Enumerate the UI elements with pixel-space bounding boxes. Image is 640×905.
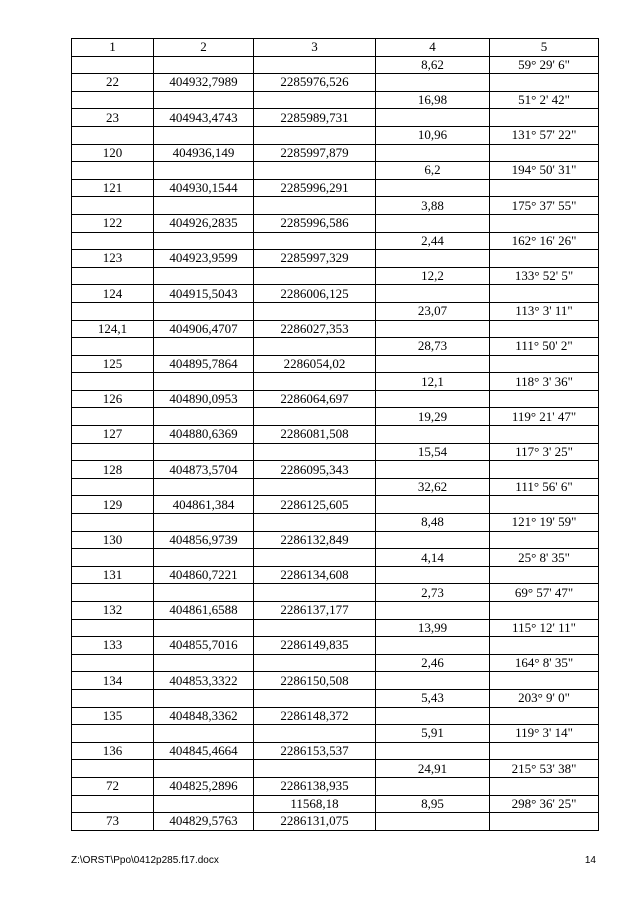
cell-x-coordinate <box>154 56 254 74</box>
cell-y-coordinate <box>254 443 376 461</box>
cell-x-coordinate <box>154 619 254 637</box>
cell-distance <box>376 777 490 795</box>
cell-point-number <box>72 338 154 356</box>
cell-point-number: 72 <box>72 777 154 795</box>
cell-y-coordinate <box>254 56 376 74</box>
cell-y-coordinate <box>254 619 376 637</box>
cell-x-coordinate: 404855,7016 <box>154 637 254 655</box>
cell-y-coordinate: 2286149,835 <box>254 637 376 655</box>
table-row <box>72 725 599 743</box>
cell-distance: 16,98 <box>376 91 490 109</box>
table-row <box>72 74 599 92</box>
table-row <box>72 689 599 707</box>
cell-y-coordinate <box>254 197 376 215</box>
table-row <box>72 197 599 215</box>
cell-point-number <box>72 760 154 778</box>
cell-y-coordinate: 2286095,343 <box>254 461 376 479</box>
cell-y-coordinate <box>254 126 376 144</box>
cell-bearing: 203° 9' 0" <box>490 689 599 707</box>
cell-point-number: 132 <box>72 602 154 620</box>
table-row <box>72 109 599 127</box>
cell-distance: 8,48 <box>376 514 490 532</box>
cell-bearing: 164° 8' 35" <box>490 654 599 672</box>
cell-point-number <box>72 725 154 743</box>
table-row <box>72 250 599 268</box>
cell-distance: 13,99 <box>376 619 490 637</box>
cell-x-coordinate: 404848,3362 <box>154 707 254 725</box>
cell-x-coordinate <box>154 443 254 461</box>
cell-x-coordinate <box>154 338 254 356</box>
table-row <box>72 267 599 285</box>
cell-x-coordinate <box>154 91 254 109</box>
cell-point-number: 125 <box>72 355 154 373</box>
cell-point-number <box>72 408 154 426</box>
cell-bearing: 119° 21' 47" <box>490 408 599 426</box>
cell-y-coordinate: 2285996,291 <box>254 179 376 197</box>
cell-distance: 24,91 <box>376 760 490 778</box>
footer-page-number: 14 <box>584 855 596 866</box>
cell-y-coordinate <box>254 373 376 391</box>
cell-x-coordinate: 404861,384 <box>154 496 254 514</box>
cell-bearing: 131° 57' 22" <box>490 126 599 144</box>
cell-y-coordinate <box>254 408 376 426</box>
cell-point-number <box>72 619 154 637</box>
cell-x-coordinate: 404829,5763 <box>154 813 254 831</box>
table-row <box>72 602 599 620</box>
cell-x-coordinate <box>154 302 254 320</box>
cell-y-coordinate: 2285989,731 <box>254 109 376 127</box>
cell-distance: 19,29 <box>376 408 490 426</box>
cell-distance: 15,54 <box>376 443 490 461</box>
table-row <box>72 56 599 74</box>
table-row <box>72 355 599 373</box>
cell-distance: 5,43 <box>376 689 490 707</box>
cell-y-coordinate <box>254 689 376 707</box>
cell-point-number: 23 <box>72 109 154 127</box>
table-row <box>72 373 599 391</box>
table-row <box>72 179 599 197</box>
cell-y-coordinate: 2285997,879 <box>254 144 376 162</box>
cell-distance: 2,44 <box>376 232 490 250</box>
cell-distance <box>376 144 490 162</box>
table-row <box>72 320 599 338</box>
cell-distance: 2,73 <box>376 584 490 602</box>
cell-y-coordinate: 2286138,935 <box>254 777 376 795</box>
cell-point-number: 131 <box>72 566 154 584</box>
table-row <box>72 496 599 514</box>
cell-x-coordinate <box>154 725 254 743</box>
cell-y-coordinate: 2286131,075 <box>254 813 376 831</box>
cell-bearing: 133° 52' 5" <box>490 267 599 285</box>
cell-y-coordinate: 2286027,353 <box>254 320 376 338</box>
table-row <box>72 232 599 250</box>
cell-point-number: 135 <box>72 707 154 725</box>
table-row <box>72 760 599 778</box>
header-col-1: 1 <box>72 39 154 57</box>
cell-point-number <box>72 267 154 285</box>
table-row <box>72 654 599 672</box>
cell-y-coordinate <box>254 584 376 602</box>
cell-point-number: 136 <box>72 742 154 760</box>
cell-x-coordinate <box>154 795 254 813</box>
cell-bearing <box>490 214 599 232</box>
cell-x-coordinate: 404926,2835 <box>154 214 254 232</box>
cell-bearing <box>490 602 599 620</box>
cell-point-number: 120 <box>72 144 154 162</box>
cell-distance <box>376 320 490 338</box>
cell-distance: 12,2 <box>376 267 490 285</box>
cell-distance <box>376 813 490 831</box>
table-row <box>72 742 599 760</box>
table-row <box>72 514 599 532</box>
cell-point-number <box>72 373 154 391</box>
cell-bearing: 69° 57' 47" <box>490 584 599 602</box>
cell-distance <box>376 214 490 232</box>
cell-bearing <box>490 390 599 408</box>
cell-bearing: 115° 12' 11" <box>490 619 599 637</box>
cell-bearing: 215° 53' 38" <box>490 760 599 778</box>
table-row <box>72 777 599 795</box>
cell-x-coordinate <box>154 514 254 532</box>
cell-x-coordinate: 404880,6369 <box>154 426 254 444</box>
table-row <box>72 91 599 109</box>
cell-bearing <box>490 144 599 162</box>
cell-x-coordinate: 404853,3322 <box>154 672 254 690</box>
cell-x-coordinate: 404825,2896 <box>154 777 254 795</box>
cell-distance <box>376 566 490 584</box>
cell-x-coordinate <box>154 232 254 250</box>
cell-point-number: 123 <box>72 250 154 268</box>
cell-distance: 5,91 <box>376 725 490 743</box>
cell-x-coordinate <box>154 584 254 602</box>
header-col-2: 2 <box>154 39 254 57</box>
cell-x-coordinate: 404932,7989 <box>154 74 254 92</box>
cell-x-coordinate: 404890,0953 <box>154 390 254 408</box>
cell-distance <box>376 531 490 549</box>
cell-y-coordinate: 2286125,605 <box>254 496 376 514</box>
cell-point-number: 134 <box>72 672 154 690</box>
cell-y-coordinate: 2286148,372 <box>254 707 376 725</box>
table-row <box>72 584 599 602</box>
cell-y-coordinate: 2286064,697 <box>254 390 376 408</box>
table-row <box>72 214 599 232</box>
cell-x-coordinate <box>154 478 254 496</box>
cell-bearing <box>490 285 599 303</box>
table-row <box>72 549 599 567</box>
cell-distance: 12,1 <box>376 373 490 391</box>
cell-point-number <box>72 689 154 707</box>
cell-x-coordinate <box>154 126 254 144</box>
cell-distance <box>376 179 490 197</box>
cell-bearing: 25° 8' 35" <box>490 549 599 567</box>
table-row <box>72 795 599 813</box>
table-row <box>72 478 599 496</box>
cell-x-coordinate <box>154 654 254 672</box>
cell-bearing <box>490 707 599 725</box>
cell-distance: 28,73 <box>376 338 490 356</box>
table-row <box>72 813 599 831</box>
cell-x-coordinate: 404936,149 <box>154 144 254 162</box>
table-row <box>72 126 599 144</box>
cell-bearing <box>490 777 599 795</box>
cell-bearing: 118° 3' 36" <box>490 373 599 391</box>
cell-bearing <box>490 742 599 760</box>
cell-y-coordinate: 2285976,526 <box>254 74 376 92</box>
cell-y-coordinate <box>254 91 376 109</box>
cell-distance <box>376 742 490 760</box>
cell-point-number: 130 <box>72 531 154 549</box>
cell-distance: 32,62 <box>376 478 490 496</box>
cell-y-coordinate: 2286054,02 <box>254 355 376 373</box>
cell-bearing: 175° 37' 55" <box>490 197 599 215</box>
cell-point-number <box>72 795 154 813</box>
cell-point-number: 121 <box>72 179 154 197</box>
cell-bearing <box>490 672 599 690</box>
cell-bearing: 298° 36' 25" <box>490 795 599 813</box>
cell-distance <box>376 426 490 444</box>
cell-point-number: 73 <box>72 813 154 831</box>
cell-x-coordinate <box>154 408 254 426</box>
footer-file-path: Z:\ORST\Ppo\0412p285.f17.docx <box>71 855 219 866</box>
cell-x-coordinate: 404915,5043 <box>154 285 254 303</box>
cell-x-coordinate <box>154 373 254 391</box>
cell-y-coordinate <box>254 338 376 356</box>
cell-point-number <box>72 443 154 461</box>
cell-point-number: 22 <box>72 74 154 92</box>
cell-x-coordinate <box>154 162 254 180</box>
table-row <box>72 566 599 584</box>
cell-x-coordinate: 404860,7221 <box>154 566 254 584</box>
table-row <box>72 408 599 426</box>
coordinates-table <box>71 38 599 831</box>
cell-y-coordinate <box>254 654 376 672</box>
cell-bearing <box>490 566 599 584</box>
cell-y-coordinate: 2286150,508 <box>254 672 376 690</box>
cell-point-number <box>72 162 154 180</box>
cell-bearing: 117° 3' 25" <box>490 443 599 461</box>
cell-bearing <box>490 74 599 92</box>
cell-x-coordinate: 404895,7864 <box>154 355 254 373</box>
cell-point-number: 128 <box>72 461 154 479</box>
cell-point-number: 122 <box>72 214 154 232</box>
table-row <box>72 637 599 655</box>
cell-bearing: 111° 50' 2" <box>490 338 599 356</box>
cell-bearing: 119° 3' 14" <box>490 725 599 743</box>
cell-x-coordinate: 404943,4743 <box>154 109 254 127</box>
cell-point-number <box>72 478 154 496</box>
header-col-3: 3 <box>254 39 376 57</box>
cell-y-coordinate: 2286132,849 <box>254 531 376 549</box>
cell-bearing <box>490 813 599 831</box>
cell-x-coordinate: 404930,1544 <box>154 179 254 197</box>
cell-bearing: 111° 56' 6" <box>490 478 599 496</box>
cell-y-coordinate: 2286153,537 <box>254 742 376 760</box>
cell-y-coordinate <box>254 478 376 496</box>
table-row <box>72 162 599 180</box>
cell-distance: 6,2 <box>376 162 490 180</box>
cell-bearing: 51° 2' 42" <box>490 91 599 109</box>
cell-distance <box>376 355 490 373</box>
cell-distance <box>376 602 490 620</box>
cell-x-coordinate <box>154 549 254 567</box>
cell-point-number: 124 <box>72 285 154 303</box>
cell-x-coordinate: 404873,5704 <box>154 461 254 479</box>
cell-x-coordinate: 404906,4707 <box>154 320 254 338</box>
cell-distance: 8,95 <box>376 795 490 813</box>
cell-bearing <box>490 179 599 197</box>
cell-distance: 10,96 <box>376 126 490 144</box>
cell-distance: 4,14 <box>376 549 490 567</box>
table-row <box>72 338 599 356</box>
cell-x-coordinate: 404923,9599 <box>154 250 254 268</box>
cell-distance <box>376 672 490 690</box>
cell-distance <box>376 109 490 127</box>
cell-point-number <box>72 654 154 672</box>
cell-distance <box>376 707 490 725</box>
table-row <box>72 707 599 725</box>
cell-bearing <box>490 637 599 655</box>
cell-y-coordinate: 2286137,177 <box>254 602 376 620</box>
cell-point-number: 133 <box>72 637 154 655</box>
table-row <box>72 443 599 461</box>
cell-y-coordinate <box>254 549 376 567</box>
cell-x-coordinate <box>154 267 254 285</box>
cell-x-coordinate <box>154 760 254 778</box>
table-row <box>72 672 599 690</box>
cell-x-coordinate <box>154 689 254 707</box>
cell-bearing <box>490 250 599 268</box>
cell-point-number: 127 <box>72 426 154 444</box>
table-row <box>72 461 599 479</box>
cell-bearing: 194° 50' 31" <box>490 162 599 180</box>
cell-y-coordinate <box>254 760 376 778</box>
cell-bearing: 121° 19' 59" <box>490 514 599 532</box>
cell-bearing <box>490 355 599 373</box>
cell-distance: 2,46 <box>376 654 490 672</box>
header-col-5: 5 <box>490 39 599 57</box>
cell-point-number: 129 <box>72 496 154 514</box>
cell-y-coordinate: 11568,18 <box>254 795 376 813</box>
cell-y-coordinate <box>254 162 376 180</box>
cell-point-number: 124,1 <box>72 320 154 338</box>
table-row <box>72 426 599 444</box>
cell-point-number <box>72 584 154 602</box>
cell-y-coordinate: 2285996,586 <box>254 214 376 232</box>
cell-point-number <box>72 302 154 320</box>
cell-y-coordinate <box>254 514 376 532</box>
table-row <box>72 302 599 320</box>
cell-bearing <box>490 320 599 338</box>
table-body <box>72 56 599 830</box>
cell-bearing: 162° 16' 26" <box>490 232 599 250</box>
table-row <box>72 531 599 549</box>
cell-y-coordinate <box>254 267 376 285</box>
cell-point-number <box>72 514 154 532</box>
cell-distance: 8,62 <box>376 56 490 74</box>
cell-distance <box>376 637 490 655</box>
cell-distance <box>376 250 490 268</box>
cell-distance: 23,07 <box>376 302 490 320</box>
cell-y-coordinate <box>254 232 376 250</box>
cell-x-coordinate: 404856,9739 <box>154 531 254 549</box>
header-col-4: 4 <box>376 39 490 57</box>
table-row <box>72 144 599 162</box>
cell-distance <box>376 496 490 514</box>
cell-point-number: 126 <box>72 390 154 408</box>
cell-y-coordinate: 2286006,125 <box>254 285 376 303</box>
cell-y-coordinate <box>254 302 376 320</box>
cell-distance: 3,88 <box>376 197 490 215</box>
cell-point-number <box>72 549 154 567</box>
cell-x-coordinate: 404861,6588 <box>154 602 254 620</box>
cell-distance <box>376 285 490 303</box>
table-row <box>72 285 599 303</box>
cell-bearing <box>490 426 599 444</box>
cell-y-coordinate: 2286134,608 <box>254 566 376 584</box>
cell-bearing <box>490 496 599 514</box>
cell-bearing: 113° 3' 11" <box>490 302 599 320</box>
cell-distance <box>376 74 490 92</box>
cell-y-coordinate: 2285997,329 <box>254 250 376 268</box>
cell-point-number <box>72 126 154 144</box>
cell-point-number <box>72 232 154 250</box>
cell-x-coordinate <box>154 197 254 215</box>
cell-point-number <box>72 56 154 74</box>
cell-y-coordinate: 2286081,508 <box>254 426 376 444</box>
cell-bearing: 59° 29' 6" <box>490 56 599 74</box>
cell-bearing <box>490 109 599 127</box>
cell-bearing <box>490 461 599 479</box>
cell-distance <box>376 390 490 408</box>
cell-point-number <box>72 91 154 109</box>
table-row <box>72 619 599 637</box>
cell-x-coordinate: 404845,4664 <box>154 742 254 760</box>
table-row <box>72 390 599 408</box>
cell-y-coordinate <box>254 725 376 743</box>
cell-point-number <box>72 197 154 215</box>
table-header-row <box>72 39 599 57</box>
cell-bearing <box>490 531 599 549</box>
cell-distance <box>376 461 490 479</box>
